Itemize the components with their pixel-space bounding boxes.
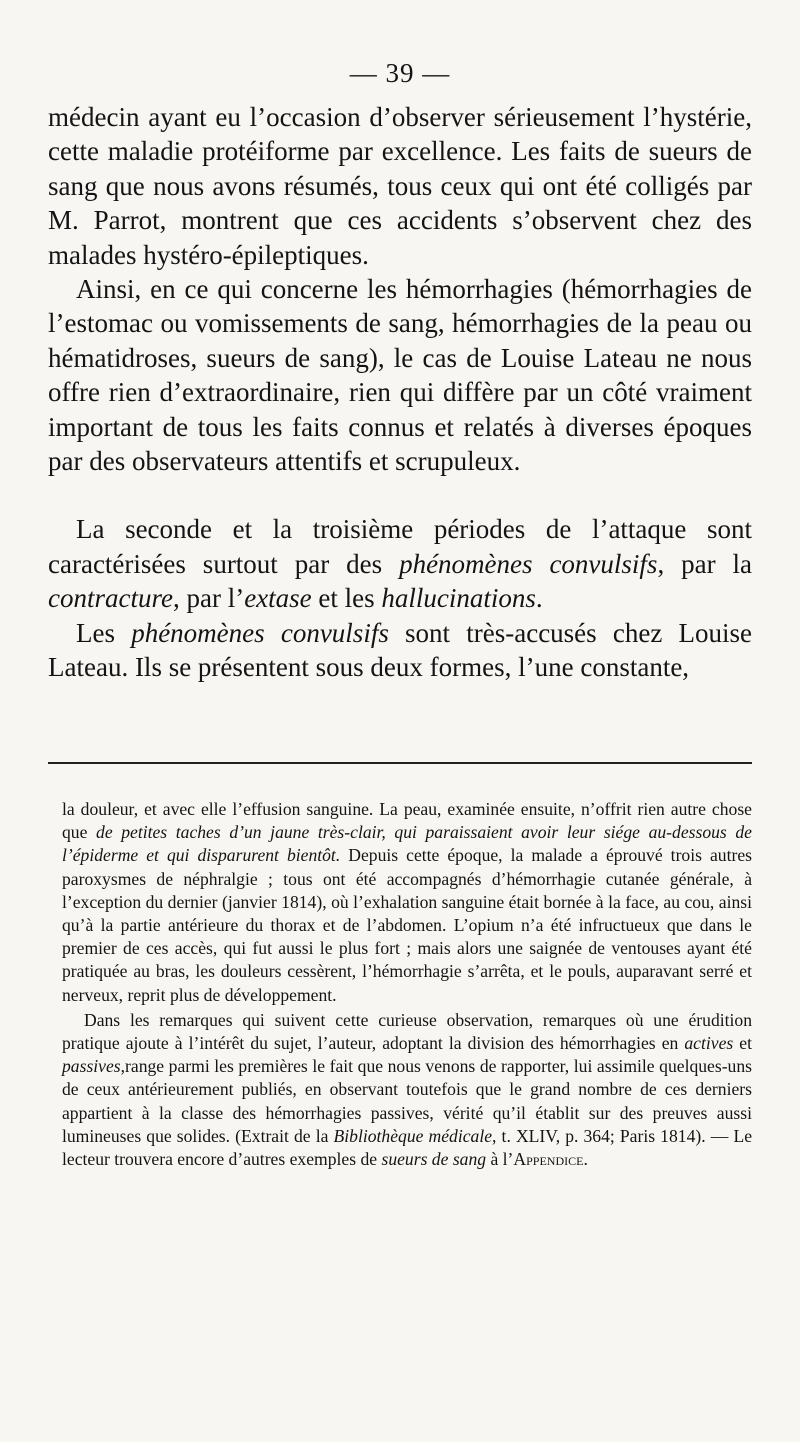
footnote-paragraph-2: Dans les remarques qui suivent cette curieuse observation, remarques où une érudition pratique ajoute à l’intérêt du sujet, l’auteur, adoptant la division des hémorrhagies en actives et passives,range parmi les premières le fait que nous venons de rapporter, lui assimile quelques-uns de ceux antérieurement publiés, en observant toutefois que le grand nombre de ces derniers appartient à la classe des hémorrhagies passives, vérité qu’il établit sur des preuves aussi lumineuses que solides. (Extrait de la Bibliothèque médicale, t. XLIV, p. 364; Paris 1814). — Le lecteur trouvera encore d’autres exemples de sueurs de sang à l’Appendice. [62, 1009, 752, 1170]
italic-term: phénomènes convulsifs [131, 617, 389, 648]
italic-term: phénomènes convulsifs [399, 548, 658, 579]
paragraph-3: La seconde et la troisième périodes de l’attaque sont caractérisées surtout par des phénomènes convulsifs, par la contracture, par l’extase et les hallucinations. [48, 514, 752, 614]
footnote-divider [48, 762, 752, 764]
footnote [62, 798, 752, 1171]
italic-quote: de petites taches d’un jaune très-clair, qui paraissaient avoir leur siége au-dessous de l’épiderme et qui disparurent bientôt. [62, 822, 752, 866]
paragraph-4: Les phénomènes convulsifs sont très-accusés chez Louise Lateau. Ils se présentent sous deux formes, l’une constante, [48, 617, 753, 683]
main-text [48, 100, 752, 685]
paragraph-2: Ainsi, en ce qui concerne les hémorrhagies (hémorrhagies de l’estomac ou vomissements de sang, hémorrhagies de la peau ou hématidroses, sueurs de sang), le cas de Louise Lateau ne nous offre rien d’extraordinaire, rien qui diffère par un côté vraiment important de tous les faits connus et relatés à diverses époques par des observateurs attentifs et scrupuleux. [48, 274, 752, 477]
italic-term: extase [244, 583, 312, 614]
footnote-paragraph-1: la douleur, et avec elle l’effusion sanguine. La peau, examinée ensuite, n’offrit rien autre chose que de petites taches d’un jaune très-clair, qui paraissaient avoir leur siége au-dessous de l’épiderme et qui disparurent bientôt. Depuis cette époque, la malade a éprouvé trois autres paroxysmes de néphralgie ; tous ont été accompagnés d’hémorrhagie cutanée générale, à l’exception du dernier (janvier 1814), où l’exhalation sanguine était bornée à la face, au cou, ainsi qu’à la partie antérieure du thorax et de l’abdomen. L’opium n’a été infructueux que dans le premier de ces accès, qui fut aussi le plus fort ; mais alors une saignée de ventouses ayant été pratiquée au bras, les douleurs cessèrent, l’hémorrhagie s’arrêta, et le pouls, auparavant serré et nerveux, reprit plus de développement. [62, 799, 753, 1005]
italic-term: hallucinations [381, 583, 536, 614]
page-number: — 39 — [349, 58, 451, 88]
italic-term: contracture [48, 583, 173, 614]
italic-title: Bibliothèque médicale [333, 1125, 493, 1146]
small-caps-word: Appendice [513, 1149, 584, 1170]
paragraph-1: médecin ayant eu l’occasion d’observer sérieusement l’hystérie, cette maladie protéiforme par excellence. Les faits de sueurs de sang que nous avons résumés, tous ceux qui ont été colligés par M. Parrot, montrent que ces accidents s’observent chez des malades hystéro-épileptiques. [48, 102, 752, 270]
